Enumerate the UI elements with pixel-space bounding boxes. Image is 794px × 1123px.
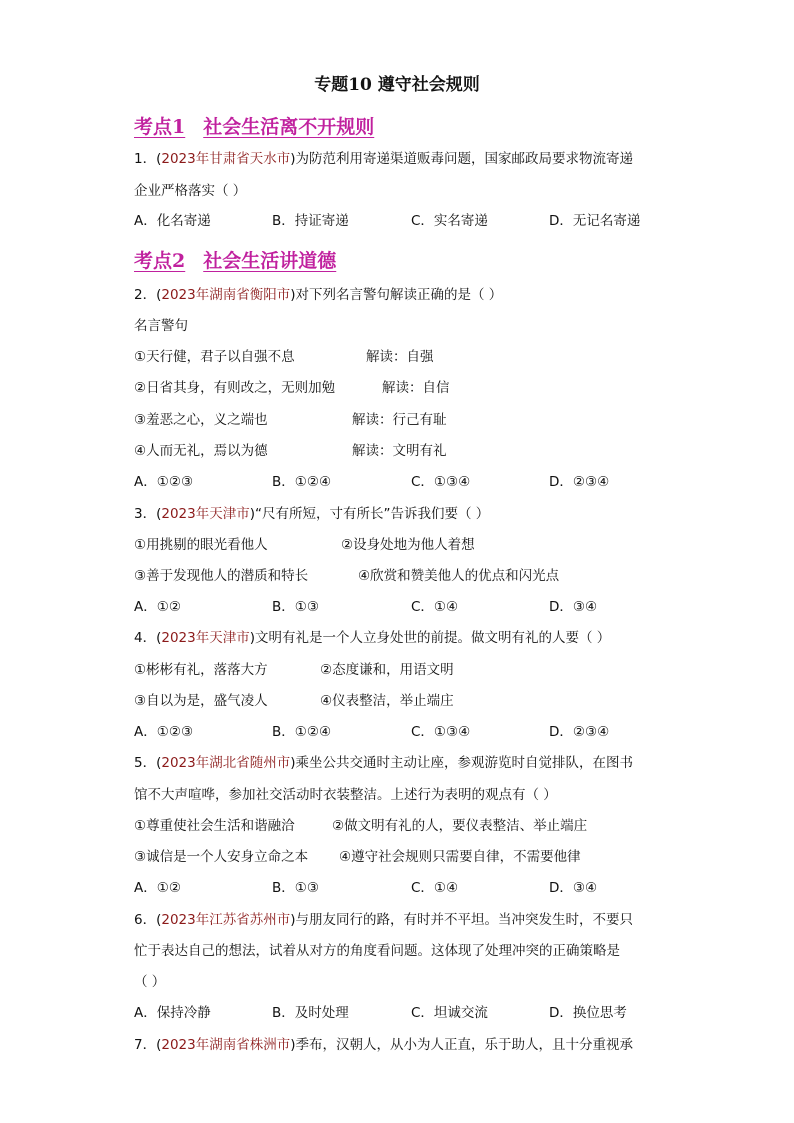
option-a[interactable]: A．①② [134, 880, 181, 896]
section-heading-2 [134, 246, 336, 273]
question-source: 2023年湖北省随州市 [161, 755, 291, 771]
option-c[interactable]: C．①③④ [411, 724, 471, 740]
question-1-stem-cont: 企业严格落实（ ） [134, 183, 247, 199]
question-7-stem: 7．(2023年湖南省株洲市)季布，汉朝人，从小为人正直，乐于助人，且十分重视承 [134, 1037, 633, 1053]
option-a[interactable]: A．①②③ [134, 474, 194, 490]
page-title: 专题10 遵守社会规则 [314, 75, 480, 95]
question-3-options [134, 598, 774, 616]
statement-row: ③善于发现他人的潜质和特长 ④欣赏和赞美他人的优点和闪光点 [134, 568, 560, 584]
question-source: 2023年甘肃省天水市 [161, 151, 291, 167]
question-5-stem-cont: 馆不大声喧哗，参加社交活动时衣装整洁。上述行为表明的观点有（ ） [134, 787, 557, 803]
option-d[interactable]: D．③④ [549, 880, 598, 896]
question-6-stem-cont: 忙于表达自己的想法，试着从对方的角度看问题。这体现了处理冲突的正确策略是 [134, 943, 620, 959]
question-source: 2023年天津市 [161, 630, 250, 646]
question-2-stem: 2．(2023年湖南省衡阳市)对下列名言警句解读正确的是（ ） [134, 287, 503, 303]
option-a[interactable]: A．保持冷静 [134, 1005, 211, 1021]
option-d[interactable]: D．②③④ [549, 724, 610, 740]
statement-row: ③诚信是一个人安身立命之本 ④遵守社会规则只需要自律，不需要他律 [134, 849, 581, 865]
section-text: 社会生活离不开规则 [203, 116, 375, 138]
option-d[interactable]: D．③④ [549, 599, 598, 615]
question-5-stem: 5．(2023年湖北省随州市)乘坐公共交通时主动让座，参观游览时自觉排队，在图书 [134, 755, 633, 771]
option-b[interactable]: B．①②④ [272, 724, 332, 740]
question-source: 2023年湖南省衡阳市 [161, 287, 291, 303]
question-1-options [134, 212, 774, 230]
answer-bracket: （ ） [134, 974, 166, 990]
option-c[interactable]: C．①④ [411, 880, 459, 896]
option-c[interactable]: C．坦诚交流 [411, 1005, 488, 1021]
option-c[interactable]: C．①③④ [411, 474, 471, 490]
question-4-options [134, 723, 774, 741]
question-source: 2023年天津市 [161, 506, 250, 522]
question-3-stem: 3．(2023年天津市)“尺有所短，寸有所长”告诉我们要（ ） [134, 506, 490, 522]
question-source: 2023年江苏省苏州市 [161, 912, 291, 928]
question-5-options [134, 879, 774, 897]
option-a[interactable]: A．①②③ [134, 724, 194, 740]
quote-row: ②日省其身，有则改之，无则加勉 解读：自信 [134, 380, 450, 396]
quote-row: ①天行健，君子以自强不息 解读：自强 [134, 349, 434, 365]
option-a[interactable]: A．①② [134, 599, 181, 615]
statement-row: ①用挑剔的眼光看他人 ②设身处地为他人着想 [134, 537, 475, 553]
option-c[interactable]: C．实名寄递 [411, 213, 488, 229]
section-text: 社会生活讲道德 [203, 250, 337, 272]
question-6-stem: 6．(2023年江苏省苏州市)与朋友同行的路，有时并不平坦。当冲突发生时，不要只 [134, 912, 633, 928]
option-b[interactable]: B．①②④ [272, 474, 332, 490]
question-2-options [134, 473, 774, 491]
option-b[interactable]: B．及时处理 [272, 1005, 349, 1021]
option-b[interactable]: B．持证寄递 [272, 213, 349, 229]
quote-row: ③羞恶之心，义之端也 解读：行己有耻 [134, 412, 447, 428]
option-c[interactable]: C．①④ [411, 599, 459, 615]
statement-row: ①尊重使社会生活和谐融洽 ②做文明有礼的人，要仪表整洁、举止端庄 [134, 818, 588, 834]
section-id: 考点1 [134, 116, 186, 138]
option-d[interactable]: D．换位思考 [549, 1005, 627, 1021]
section-id: 考点2 [134, 250, 186, 272]
question-6-options [134, 1004, 774, 1022]
quote-table-header: 名言警句 [134, 318, 188, 334]
option-b[interactable]: B．①③ [272, 880, 319, 896]
statement-row: ③自以为是，盛气凌人 ④仪表整洁，举止端庄 [134, 693, 454, 709]
section-heading-1 [134, 112, 374, 139]
option-d[interactable]: D．无记名寄递 [549, 213, 641, 229]
option-b[interactable]: B．①③ [272, 599, 319, 615]
option-d[interactable]: D．②③④ [549, 474, 610, 490]
statement-row: ①彬彬有礼，落落大方 ②态度谦和，用语文明 [134, 662, 454, 678]
quote-row: ④人而无礼，焉以为德 解读：文明有礼 [134, 443, 447, 459]
question-source: 2023年湖南省株洲市 [161, 1037, 291, 1053]
option-a[interactable]: A．化名寄递 [134, 213, 211, 229]
question-1-stem: 1．(2023年甘肃省天水市)为防范利用寄递渠道贩毒问题，国家邮政局要求物流寄递 [134, 151, 633, 167]
question-4-stem: 4．(2023年天津市)文明有礼是一个人立身处世的前提。做文明有礼的人要（ ） [134, 630, 611, 646]
